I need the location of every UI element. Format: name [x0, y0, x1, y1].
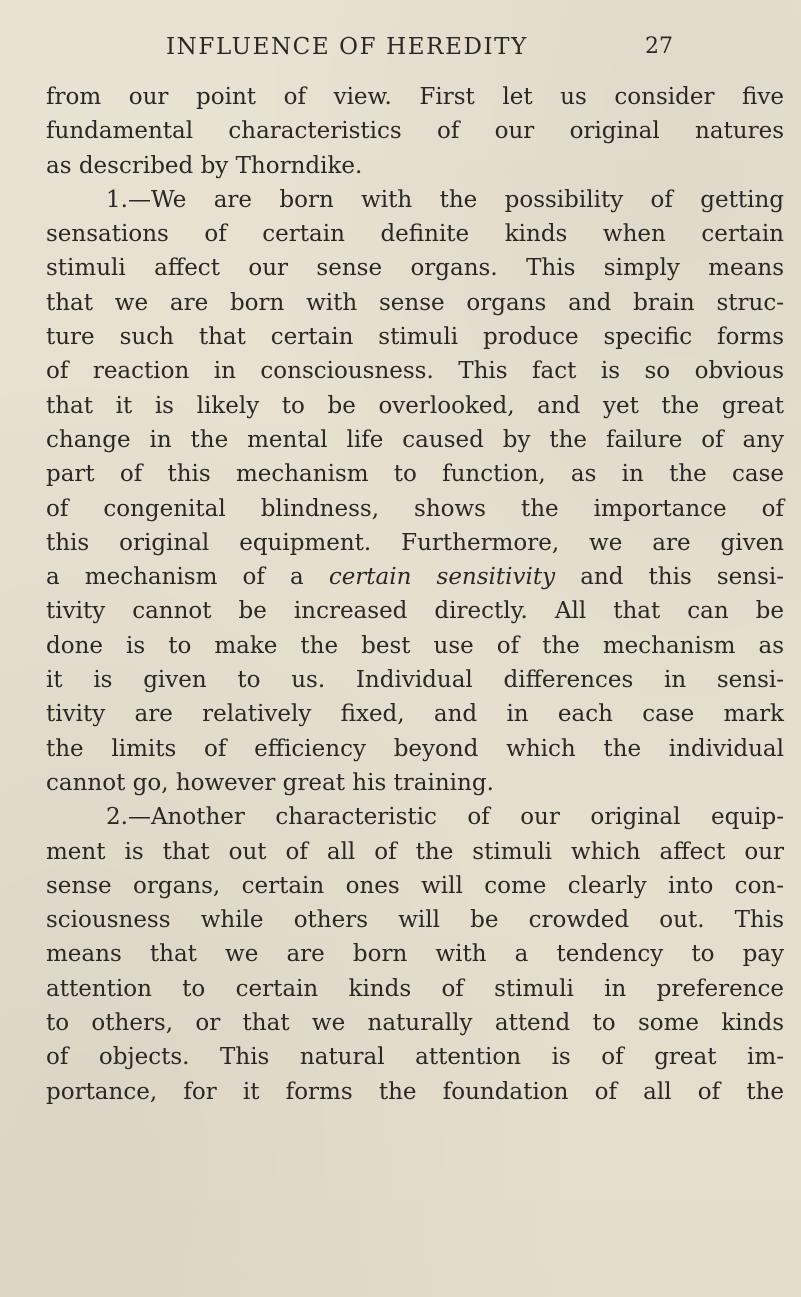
running-head [0, 34, 801, 74]
text-line: sciousness while others will be crowded out. This [46, 907, 784, 934]
text-line: portance, for it forms the foundation of all of the [46, 1078, 784, 1105]
text-line: cannot go, however great his training. [46, 769, 494, 796]
text-line: the limits of efficiency beyond which the individual [46, 735, 784, 762]
running-title: INFLUENCE OF HEREDITY [166, 34, 528, 60]
text-line: tivity cannot be increased directly. All that can be [46, 598, 784, 625]
text-line: part of this mechanism to function, as in the case [46, 461, 784, 488]
text-line: from our point of view. First let us consider five [46, 84, 784, 110]
text-line: ment is that out of all of the stimuli which affect our [46, 838, 784, 865]
text-line: this original equipment. Furthermore, we are given [46, 529, 784, 556]
text-line: means that we are born with a tendency to pay [46, 941, 784, 968]
body-text [46, 80, 784, 1109]
text-line: to others, or that we naturally attend to some kinds [46, 1010, 784, 1037]
page-number: 27 [645, 34, 673, 59]
text-line: attention to certain kinds of stimuli in preference [46, 975, 784, 1002]
text-line: of reaction in consciousness. This fact is so obvious [46, 358, 784, 385]
text-line: fundamental characteristics of our original natures [46, 118, 784, 145]
text-line: that we are born with sense organs and brain struc- [46, 289, 784, 316]
text-line: tivity are relatively fixed, and in each case mark [46, 701, 784, 728]
text-line: of objects. This natural attention is of great im- [46, 1044, 784, 1071]
text-line-with-italic [46, 560, 784, 594]
text-line: of congenital blindness, shows the importance of [46, 495, 784, 522]
text-line: done is to make the best use of the mechanism as [46, 632, 784, 659]
text-fragment: and this sensi- [580, 564, 785, 591]
text-line: as described by Thorndike. [46, 152, 363, 179]
text-line: stimuli affect our sense organs. This simply means [46, 255, 784, 282]
text-line: ture such that certain stimuli produce specific forms [46, 324, 784, 351]
text-line: change in the mental life caused by the failure of any [46, 426, 784, 453]
text-line: sense organs, certain ones will come clearly into con- [46, 872, 784, 899]
text-line: sensations of certain definite kinds when certain [46, 221, 784, 248]
paragraph-1-first-line: 1.—We are born with the possibility of getting [106, 186, 784, 213]
paragraph-2-first-line: 2.—Another characteristic of our original equip- [106, 804, 784, 831]
italic-phrase: certain sensitivity [328, 564, 556, 591]
text-line: it is given to us. Individual differences in sensi- [46, 667, 784, 694]
text-line: that it is likely to be overlooked, and yet the great [46, 392, 784, 419]
text-fragment: a mechanism of a [46, 564, 304, 591]
